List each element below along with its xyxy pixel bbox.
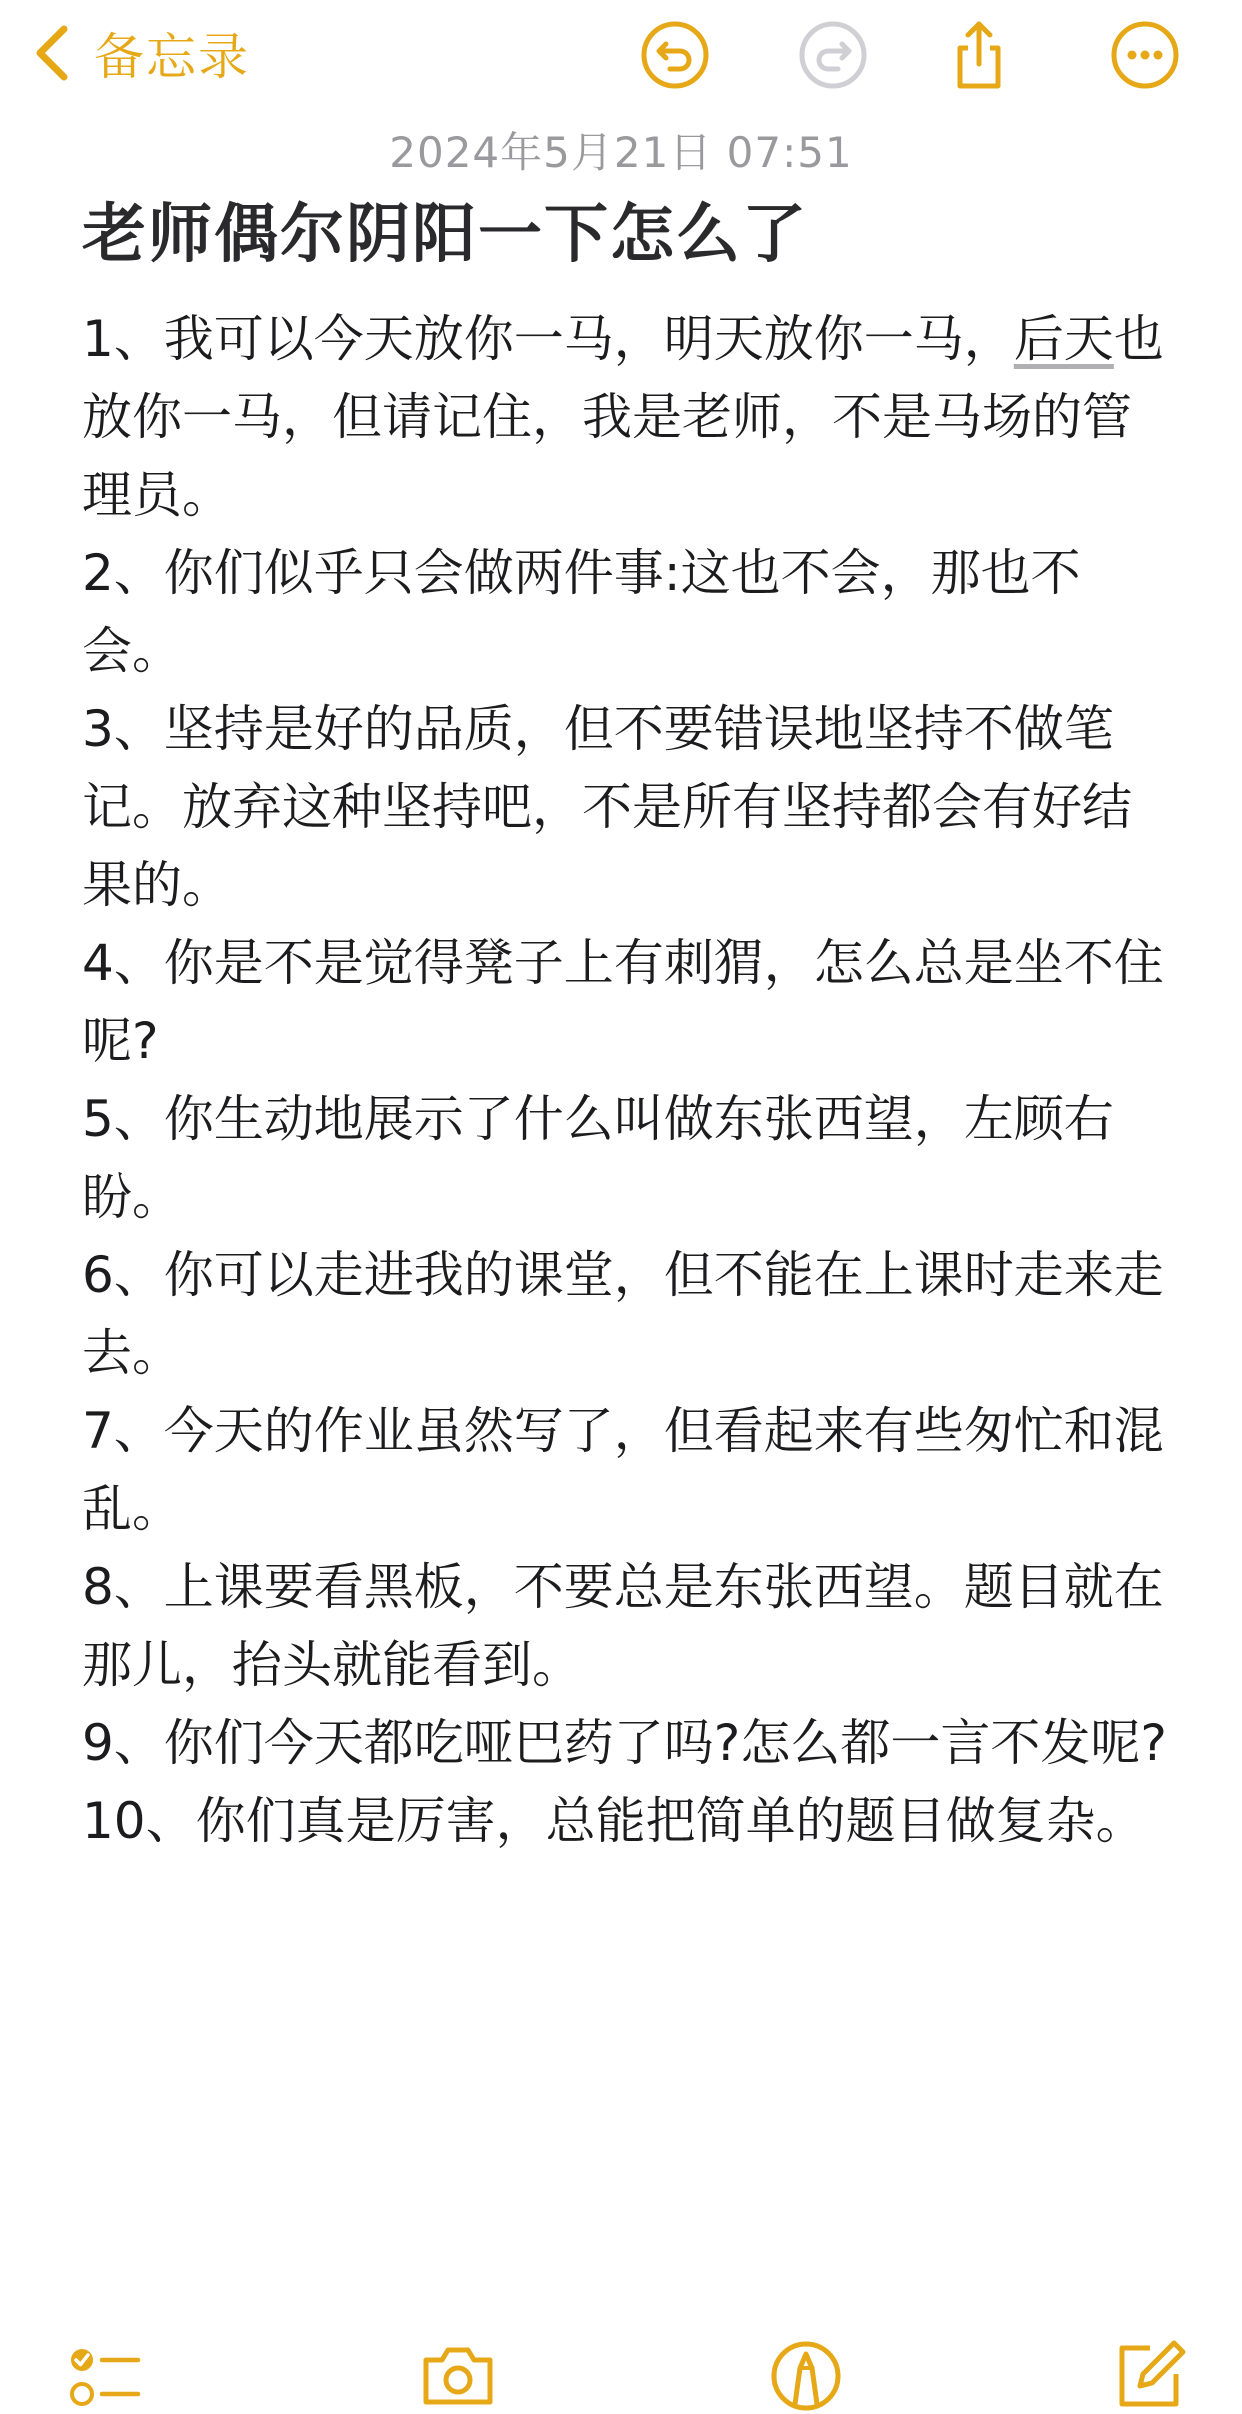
redo-icon	[798, 20, 868, 90]
note-item: 5、你生动地展示了什么叫做东张西望，左顾右盼。	[82, 1090, 1114, 1226]
undo-icon	[640, 20, 710, 90]
note-item: 7、今天的作业虽然写了，但看起来有些匆忙和混乱。	[82, 1402, 1164, 1538]
checklist-icon	[64, 2334, 144, 2414]
more-icon	[1110, 20, 1180, 90]
note-item: 8、上课要看黑板，不要总是东张西望。题目就在那儿，抬头就能看到。	[82, 1558, 1164, 1694]
chevron-left-icon	[30, 23, 74, 83]
note-item: 6、你可以走进我的课堂，但不能在上课时走来走去。	[82, 1246, 1164, 1382]
redo-button[interactable]	[798, 20, 868, 90]
navigation-bar	[0, 0, 1242, 110]
note-item: 10、你们真是厉害，总能把简单的题目做复杂。	[82, 1792, 1146, 1850]
note-date: 2024年5月21日 07:51	[389, 128, 853, 177]
compose-button[interactable]	[1110, 2334, 1190, 2414]
note-item: 2、你们似乎只会做两件事:这也不会，那也不会。	[82, 544, 1081, 680]
undo-button[interactable]	[640, 20, 710, 90]
note-title[interactable]: 老师偶尔阴阳一下怎么了	[82, 198, 808, 272]
note-item: 3、坚持是好的品质，但不要错误地坚持不做笔记。放弃这种坚持吧，不是所有坚持都会有好结果的。	[82, 700, 1132, 914]
bottom-toolbar	[0, 2320, 1242, 2414]
back-label: 备忘录	[94, 28, 250, 86]
underlined-text: 后天	[1013, 310, 1114, 368]
share-icon	[944, 20, 1014, 90]
note-item: 9、你们今天都吃哑巴药了吗?怎么都一言不发呢?	[82, 1714, 1167, 1772]
note-item-text: 1、我可以今天放你一马，明天放你一马，	[82, 310, 1014, 368]
note-item	[82, 300, 1172, 534]
markup-button[interactable]	[766, 2334, 846, 2414]
camera-button[interactable]	[418, 2334, 498, 2414]
note-item-text: 也放你一马，但请记住，我是老师，不是马场的管理员。	[82, 310, 1164, 524]
note-body[interactable]	[82, 300, 1172, 1860]
markup-pen-icon	[766, 2334, 846, 2414]
checklist-button[interactable]	[64, 2334, 144, 2414]
more-button[interactable]	[1110, 20, 1180, 90]
back-button[interactable]	[30, 18, 250, 88]
compose-icon	[1110, 2334, 1190, 2414]
share-button[interactable]	[944, 20, 1014, 90]
camera-icon	[418, 2334, 498, 2414]
note-item: 4、你是不是觉得凳子上有刺猬，怎么总是坐不住呢?	[82, 934, 1164, 1070]
